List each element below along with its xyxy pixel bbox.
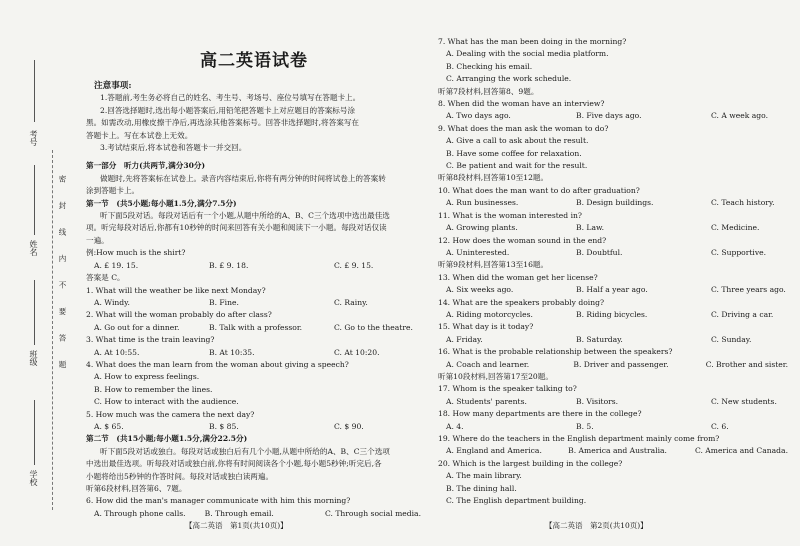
q6-option-b: B. Through email.: [204, 508, 274, 518]
option-a: A. How to express feelings.: [94, 372, 200, 382]
kaohao-blank: [34, 60, 35, 122]
binding-strip: [0, 0, 78, 546]
question-1: 1. What will the weather be like next Monday?: [86, 285, 266, 295]
option-a: A. 4.: [446, 421, 464, 431]
option-b: B. Five days ago.: [576, 111, 642, 121]
option-b: B. Have some coffee for relaxation.: [446, 148, 582, 158]
option-c: C. Sunday.: [711, 334, 752, 344]
option-a: A. Friday.: [446, 334, 483, 344]
seal-text: 密封线内不要答题: [58, 175, 67, 387]
option-b: B. Riding bicycles.: [576, 309, 648, 319]
question: 9. What does the man ask the woman to do?: [438, 123, 609, 133]
section2-intro-line: 小题将给出5秒钟的作答时间。每段对话或独白读两遍。: [86, 471, 274, 481]
option-c: C. America and Canada.: [694, 446, 788, 456]
example-option-a: A. £ 19. 15.: [94, 260, 139, 270]
option-b: B. How to remember the lines.: [94, 384, 213, 394]
option-c: C. A week ago.: [711, 111, 769, 121]
option-c: C. Supportive.: [711, 247, 767, 257]
question-options: [446, 247, 788, 259]
label-xingming: 姓名: [29, 240, 38, 256]
q6-option-a: A. Through phone calls.: [94, 508, 186, 518]
notice-line: 1.答题前,考生务必将自己的姓名、考生号、考场号、座位号填写在答题卡上。: [100, 93, 361, 103]
right-questions: [438, 36, 788, 507]
option-c: C. Teach history.: [711, 198, 775, 208]
option-a: A. Riding motorcycles.: [446, 309, 533, 319]
option-b: B. Saturday.: [576, 334, 623, 344]
question-options: [446, 222, 788, 234]
example-answer: 答案是 C。: [86, 273, 125, 283]
seal-line: [52, 150, 53, 510]
option-b: B. Doubtful.: [576, 247, 623, 257]
part1-intro: [86, 173, 421, 198]
question: 13. When did the woman get her license?: [438, 272, 598, 282]
question: 16. What is the probable relationship between the speakers?: [438, 347, 673, 357]
question-options: [446, 197, 788, 209]
option-b: B. Talk with a professor.: [209, 322, 303, 332]
question-options: [446, 359, 788, 371]
passage6-note: 听第6段材料,回答第6、7题。: [86, 484, 187, 493]
q6-option-c: C. Through social media.: [324, 508, 421, 518]
question: 7. What has the man been doing in the morning?: [438, 37, 627, 46]
notice-heading: 注意事项:: [94, 81, 132, 91]
page-title: 高二英语试卷: [200, 51, 308, 71]
question: 19. Where do the teachers in the English department mainly come from?: [438, 434, 720, 443]
xingming-blank: [34, 165, 35, 235]
option-b: B. Half a year ago.: [576, 285, 648, 295]
question-2-options: [94, 322, 421, 334]
section2-heading: 第二节 (共15小题;每小题1.5分,满分22.5分): [86, 434, 248, 444]
question: 8. When did the woman have an interview?: [438, 99, 605, 109]
question-3: 3. What time is the train leaving?: [86, 335, 215, 345]
option-b: B. $ 85.: [209, 421, 239, 431]
option-a: A. Two days ago.: [446, 111, 511, 121]
example-question: 例:How much is the shirt?: [86, 248, 186, 258]
option-a: A. Growing plants.: [446, 223, 518, 233]
option-a: A. Coach and learner.: [446, 359, 530, 369]
option-c: C. The English department building.: [446, 496, 587, 506]
option-a: A. Run businesses.: [446, 198, 519, 208]
example-option-b: B. £ 9. 18.: [209, 260, 249, 270]
option-b: B. Law.: [576, 223, 604, 233]
right-column: [438, 36, 788, 507]
question-4: 4. What does the man learn from the woman about giving a speech?: [86, 359, 349, 369]
notice-line: 黑。如需改动,用橡皮擦干净后,再选涂其他答案标号。回答非选择题时,将答案写在: [86, 118, 360, 128]
footer-right: 【高二英语 第2页(共10页)】: [545, 521, 648, 530]
option-c: C. Driving a car.: [711, 309, 774, 319]
question-5: 5. How much was the camera the next day?: [86, 409, 255, 419]
question-options: [446, 396, 788, 408]
example-options: [94, 260, 421, 272]
option-c: C. Medicine.: [711, 223, 760, 233]
option-b: B. Driver and passenger.: [573, 359, 669, 369]
question-3-options: [94, 347, 421, 359]
option-a: A. Go out for a dinner.: [94, 322, 180, 332]
option-a: A. Six weeks ago.: [446, 285, 514, 295]
question: 17. Whom is the speaker talking to?: [438, 384, 577, 394]
option-a: A. The main library.: [446, 471, 522, 481]
question-options: [446, 445, 788, 457]
question-options: [446, 334, 788, 346]
passage-note: 听第9段材料,回答第13至16题。: [438, 260, 549, 270]
notice-line: 2.回答选择题时,选出每小题答案后,用铅笔把答题卡上对应题目的答案标号涂: [100, 105, 356, 115]
option-b: B. 5.: [576, 421, 594, 431]
option-b: B. Checking his email.: [446, 61, 533, 71]
part1-intro-line: 涂到答题卡上。: [86, 186, 140, 196]
question-1-options: [94, 297, 421, 309]
part1-intro-line: 做题时,先将答案标在试卷上。录音内容结束后,你将有两分钟的时间将试卷上的答案转: [100, 173, 386, 183]
notice-list: [86, 92, 421, 154]
question: 11. What is the woman interested in?: [438, 210, 582, 220]
question-options: [446, 421, 788, 433]
option-c: C. At 10:20.: [334, 347, 380, 357]
option-b: B. Visitors.: [576, 396, 619, 406]
section2-intro-line: 中选出最佳选项。听每段对话或独白前,你将有时间阅读各个小题,每小题5秒钟;听完后,各: [86, 459, 382, 469]
section2-intro-line: 听下面5段对话或独白。每段对话或独白后有几个小题,从题中所给的A、B、C三个选项: [100, 446, 390, 456]
question-6-options: [94, 508, 421, 520]
notice-line: 答题卡上。写在本试卷上无效。: [86, 130, 193, 140]
question-5-options: [94, 421, 421, 433]
label-banji: 班级: [29, 350, 38, 366]
option-c: C. 6.: [711, 421, 729, 431]
question: 10. What does the man want to do after graduation?: [438, 185, 640, 195]
option-c: C. Go to the theatre.: [334, 322, 413, 332]
option-a: A. Uninterested.: [446, 247, 510, 257]
option-a: A. Students' parents.: [446, 396, 527, 406]
question: 15. What day is it today?: [438, 322, 534, 332]
left-questions: [86, 285, 421, 434]
option-b: B. At 10:35.: [209, 347, 255, 357]
question-options: [446, 110, 788, 122]
option-b: B. The dining hall.: [446, 483, 517, 493]
part1-heading: 第一部分 听力(共两节,满分30分): [86, 161, 206, 171]
passage-note: 听第8段材料,回答第10至12题。: [438, 173, 549, 183]
section2-intro: [86, 446, 421, 483]
question: 14. What are the speakers probably doing?: [438, 297, 605, 307]
footer-left: 【高二英语 第1页(共10页)】: [185, 521, 288, 530]
option-a: A. Dealing with the social media platform.: [446, 49, 609, 59]
banji-blank: [34, 280, 35, 345]
option-c: C. Rainy.: [334, 297, 368, 307]
option-c: C. $ 90.: [334, 421, 364, 431]
question-6: 6. How did the man's manager communicate with him this morning?: [86, 496, 351, 506]
option-a: A. England and America.: [446, 446, 542, 456]
option-c: C. Three years ago.: [711, 285, 786, 295]
label-kaohao: 考号: [29, 130, 38, 146]
option-c: C. How to interact with the audience.: [94, 397, 239, 407]
left-column: [86, 80, 421, 520]
question-2: 2. What will the woman probably do after class?: [86, 310, 272, 320]
option-a: A. Windy.: [94, 297, 130, 307]
option-b: B. Design buildings.: [576, 198, 654, 208]
option-c: C. Arranging the work schedule.: [446, 74, 572, 84]
option-a: A. Give a call to ask about the result.: [446, 136, 589, 146]
option-c: C. Brother and sister.: [705, 359, 788, 369]
option-a: A. $ 65.: [94, 421, 124, 431]
question-options: [446, 284, 788, 296]
example-option-c: C. £ 9. 15.: [334, 260, 374, 270]
option-a: A. At 10:55.: [94, 347, 140, 357]
section1-intro: [86, 210, 421, 247]
option-c: C. New students.: [711, 396, 777, 406]
section1-intro-line: 听下面5段对话。每段对话后有一个小题,从题中所给的A、B、C三个选项中选出最佳选: [100, 211, 390, 221]
section1-heading: 第一节 (共5小题;每小题1.5分,满分7.5分): [86, 198, 237, 208]
section1-intro-line: 项。听完每段对话后,你都有10秒钟的时间来回答有关小题和阅读下一小题。每段对话仅读: [86, 223, 387, 233]
option-b: B. America and Australia.: [568, 446, 667, 456]
question: 12. How does the woman sound in the end?: [438, 235, 607, 245]
xuexiao-blank: [34, 400, 35, 465]
section1-intro-line: 一遍。: [86, 235, 109, 245]
notice-line: 3.考试结束后,将本试卷和答题卡一并交回。: [100, 143, 247, 153]
option-b: B. Fine.: [209, 297, 239, 307]
option-c: C. Be patient and wait for the result.: [446, 161, 588, 171]
question-options: [446, 309, 788, 321]
label-xuexiao: 学校: [29, 470, 38, 486]
passage-note: 听第10段材料,回答第17至20题。: [438, 371, 553, 381]
question: 18. How many departments are there in the college?: [438, 409, 642, 419]
passage-note: 听第7段材料,回答第8、9题。: [438, 86, 539, 96]
question: 20. Which is the largest building in the college?: [438, 458, 623, 468]
